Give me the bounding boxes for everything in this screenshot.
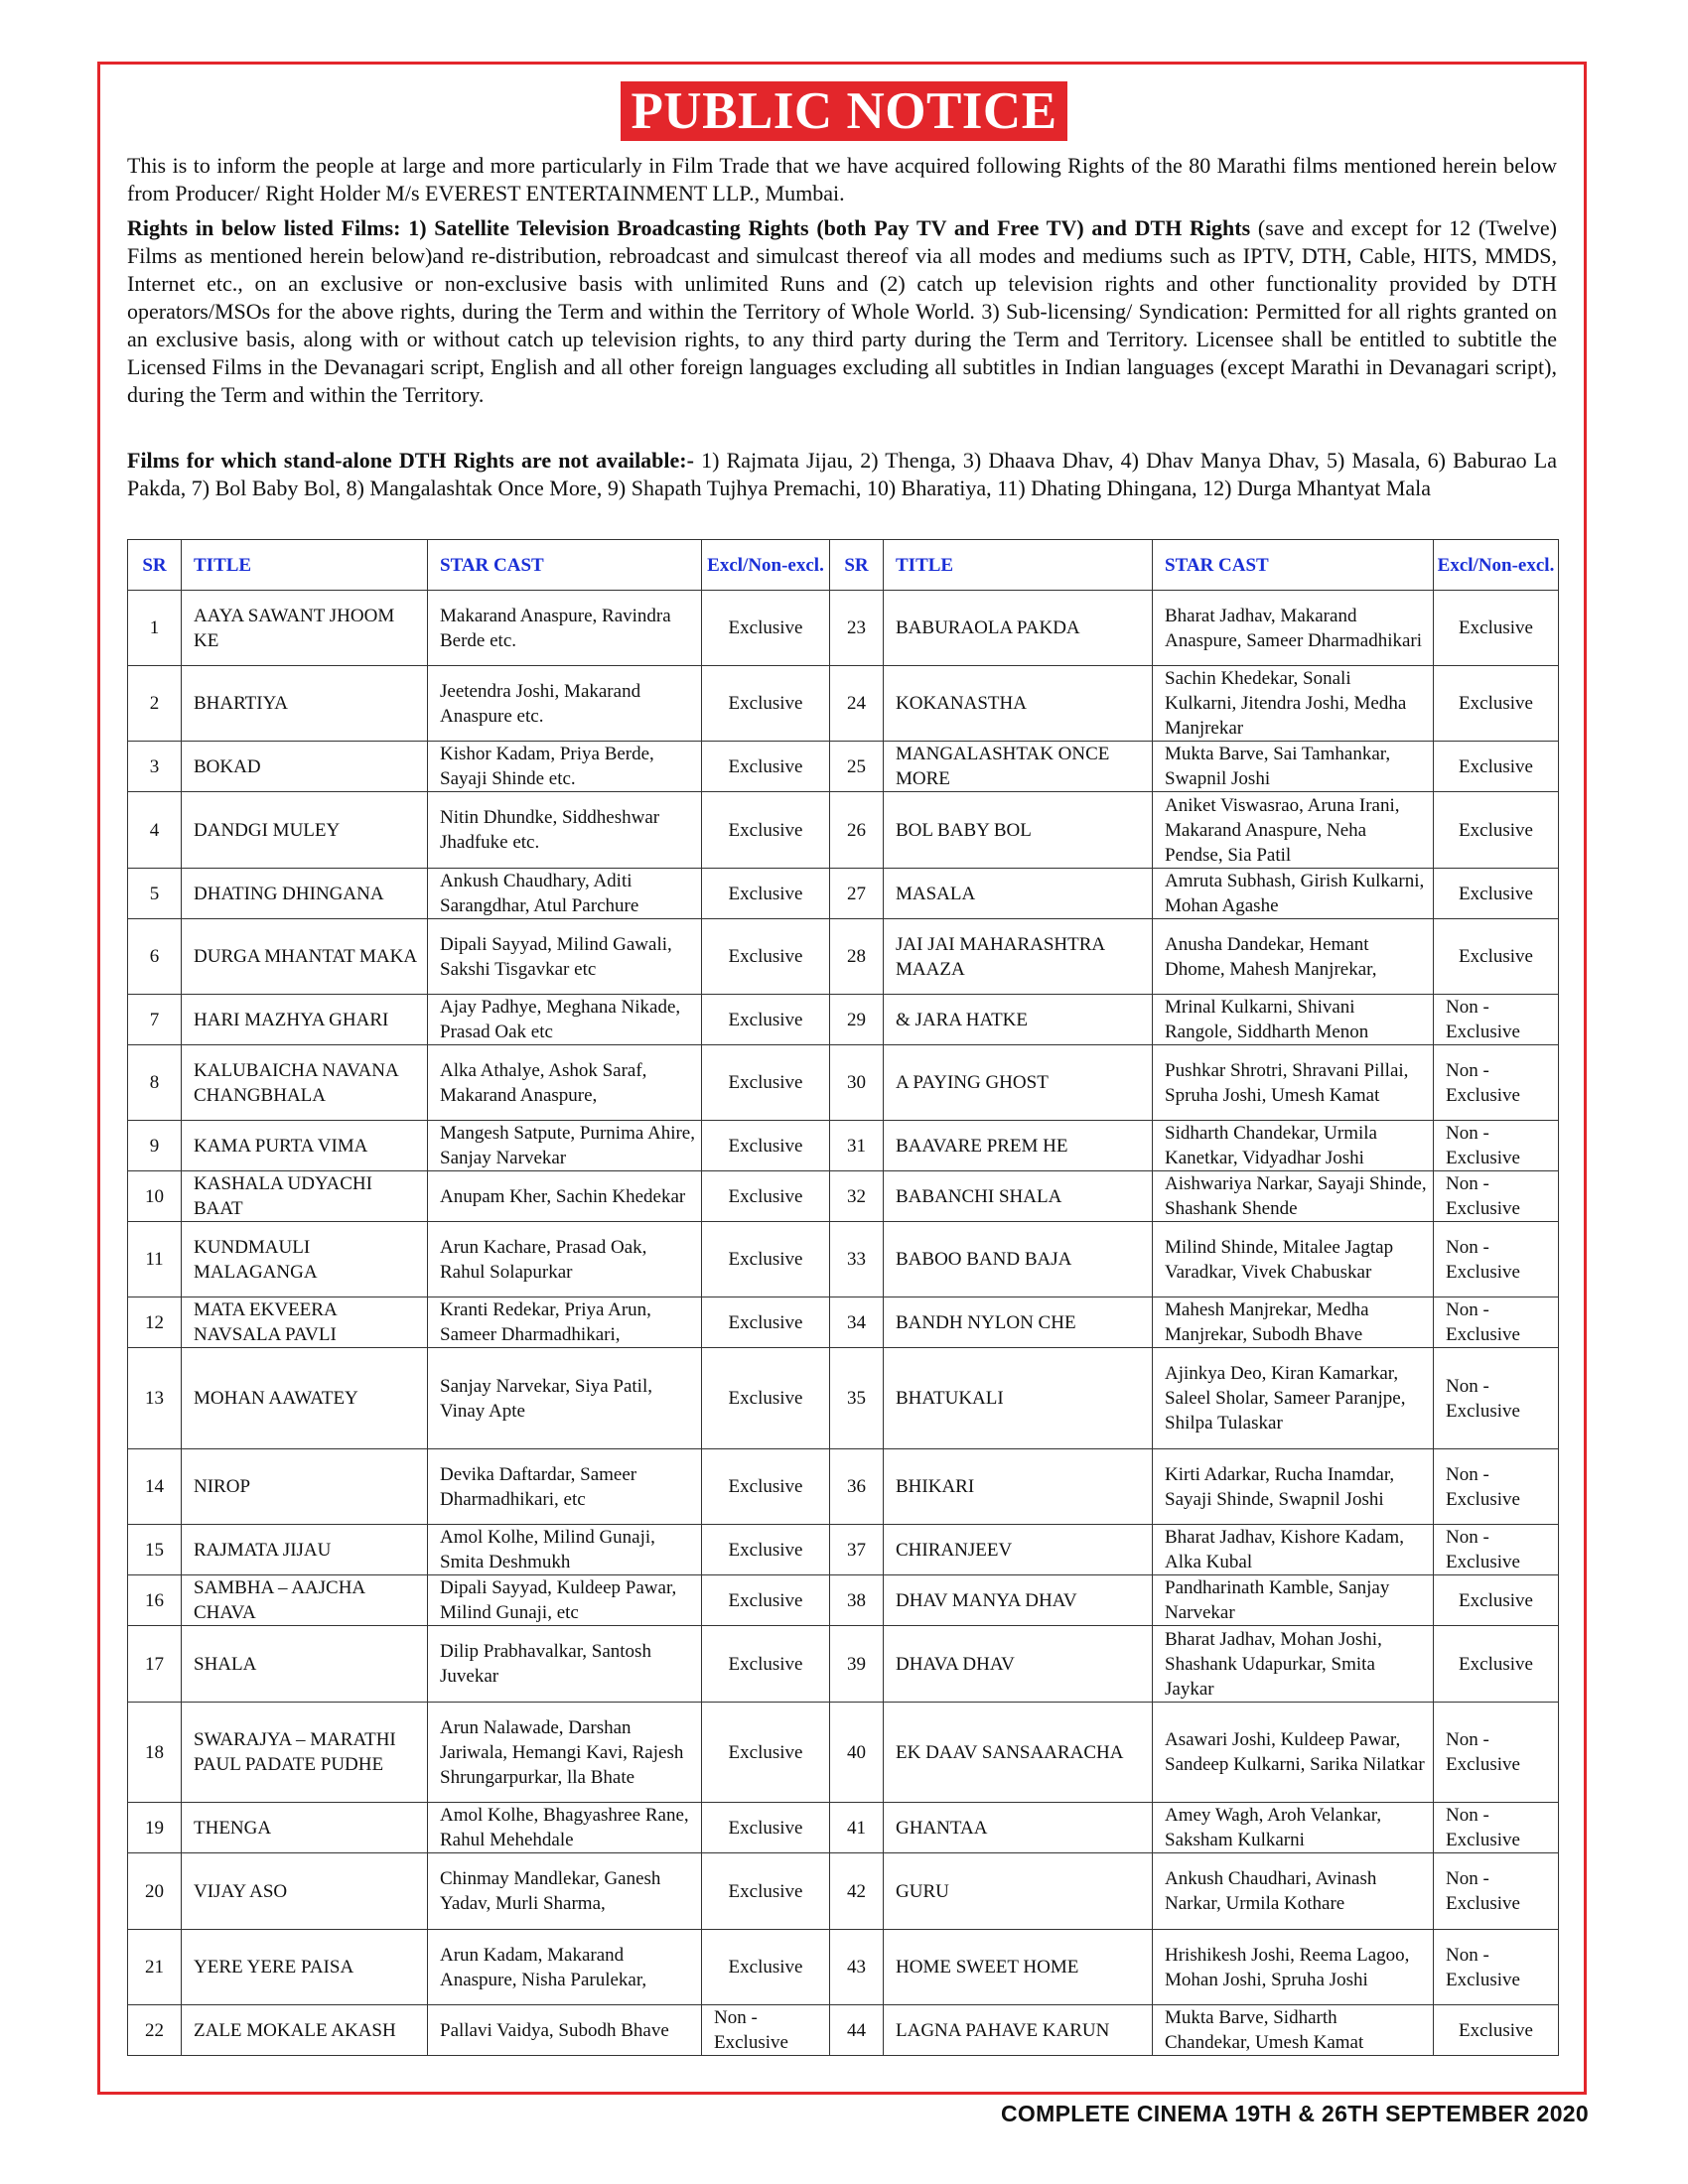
film-sr: 14: [128, 1449, 182, 1525]
film-title: ZALE MOKALE AKASH: [182, 2005, 428, 2056]
intro-paragraph: This is to inform the people at large and more particularly in Film Trade that we have acquired following Rights of the 80 Marathi films mentioned herein below from Producer/ Right Holder M/s EVEREST ENTERTAINMENT LLP., Mumbai.: [127, 153, 1557, 205]
film-sr: 32: [830, 1171, 884, 1222]
film-star-cast: Ankush Chaudhari, Avinash Narkar, Urmila Kothare: [1153, 1853, 1434, 1930]
rights-text: (save and except for 12 (Twelve) Films as mentioned herein below)and re-distribution, rebroadcast and simulcast thereof via all modes and mediums such as IPTV, DTH, Cable, HITS, MMDS, Internet etc., on an exclusive or non-exclusive basis with unlimited Runs and (2) catch up television rights and other functionality provided by DTH operators/MSOs for the above rights, during the Term and within the Territory of Whole World. 3) Sub-licensing/ Syndication: Permitted for all rights granted on an exclusive basis, along with or without catch up television rights, to any third party during the Term and Territory. Licensee shall be entitled to subtitle the Licensed Films in the Devanagari script, English and all other foreign languages excluding all subtitles in Indian languages (except Marathi in Devanagari script), during the Term and within the Territory.: [127, 215, 1557, 407]
film-title: BHATUKALI: [884, 1348, 1153, 1449]
film-exclusivity: Exclusive: [702, 1575, 830, 1626]
film-title: BABANCHI SHALA: [884, 1171, 1153, 1222]
film-star-cast: Anusha Dandekar, Hemant Dhome, Mahesh Manjrekar,: [1153, 919, 1434, 995]
film-exclusivity: Exclusive: [1434, 1575, 1559, 1626]
table-row: [128, 1853, 1559, 1930]
film-title: SAMBHA – AAJCHA CHAVA: [182, 1575, 428, 1626]
header-star-cast: STAR CAST: [1153, 540, 1434, 591]
film-exclusivity: Exclusive: [702, 1297, 830, 1348]
film-sr: 1: [128, 591, 182, 666]
film-exclusivity: Non - Exclusive: [1434, 1121, 1559, 1171]
film-exclusivity: Exclusive: [1434, 742, 1559, 792]
film-exclusivity: Exclusive: [702, 1930, 830, 2005]
film-exclusivity: Non - Exclusive: [1434, 1930, 1559, 2005]
film-sr: 21: [128, 1930, 182, 2005]
dth-paragraph: [127, 447, 1557, 502]
film-star-cast: Chinmay Mandlekar, Ganesh Yadav, Murli Sharma,: [428, 1853, 702, 1930]
film-title: MATA EKVEERA NAVSALA PAVLI: [182, 1297, 428, 1348]
film-sr: 38: [830, 1575, 884, 1626]
film-star-cast: Mukta Barve, Sai Tamhankar, Swapnil Joshi: [1153, 742, 1434, 792]
film-title: VIJAY ASO: [182, 1853, 428, 1930]
film-star-cast: Arun Nalawade, Darshan Jariwala, Hemangi Kavi, Rajesh Shrungarpurkar, lla Bhate: [428, 1703, 702, 1803]
film-exclusivity: Exclusive: [1434, 792, 1559, 869]
film-sr: 43: [830, 1930, 884, 2005]
film-title: AAYA SAWANT JHOOM KE: [182, 591, 428, 666]
film-sr: 33: [830, 1222, 884, 1297]
film-star-cast: Kranti Redekar, Priya Arun, Sameer Dharmadhikari,: [428, 1297, 702, 1348]
film-exclusivity: Exclusive: [702, 1803, 830, 1853]
film-sr: 11: [128, 1222, 182, 1297]
table-row: [128, 1348, 1559, 1449]
film-title: DHATING DHINGANA: [182, 869, 428, 919]
title-wrap: [0, 81, 1688, 141]
film-star-cast: Devika Daftardar, Sameer Dharmadhikari, etc: [428, 1449, 702, 1525]
film-sr: 12: [128, 1297, 182, 1348]
film-sr: 19: [128, 1803, 182, 1853]
film-title: MANGALASHTAK ONCE MORE: [884, 742, 1153, 792]
table-row: [128, 666, 1559, 742]
film-star-cast: Milind Shinde, Mitalee Jagtap Varadkar, Vivek Chabuskar: [1153, 1222, 1434, 1297]
film-exclusivity: Exclusive: [1434, 869, 1559, 919]
film-exclusivity: Non - Exclusive: [1434, 1222, 1559, 1297]
film-exclusivity: Non - Exclusive: [1434, 1045, 1559, 1121]
film-sr: 44: [830, 2005, 884, 2056]
film-exclusivity: Exclusive: [702, 1703, 830, 1803]
table-row: [128, 742, 1559, 792]
film-title: BAAVARE PREM HE: [884, 1121, 1153, 1171]
film-star-cast: Alka Athalye, Ashok Saraf, Makarand Anaspure,: [428, 1045, 702, 1121]
film-star-cast: Ajinkya Deo, Kiran Kamarkar, Saleel Sholar, Sameer Paranjpe, Shilpa Tulaskar: [1153, 1348, 1434, 1449]
film-exclusivity: Non - Exclusive: [702, 2005, 830, 2056]
film-title: YERE YERE PAISA: [182, 1930, 428, 2005]
film-title: BOL BABY BOL: [884, 792, 1153, 869]
film-exclusivity: Exclusive: [702, 1045, 830, 1121]
film-title: NIROP: [182, 1449, 428, 1525]
film-title: RAJMATA JIJAU: [182, 1525, 428, 1575]
film-exclusivity: Exclusive: [1434, 666, 1559, 742]
table-row: [128, 1703, 1559, 1803]
film-exclusivity: Non - Exclusive: [1434, 1348, 1559, 1449]
table-header-row: [128, 540, 1559, 591]
table-row: [128, 2005, 1559, 2056]
table-body: [128, 591, 1559, 2056]
film-title: KAMA PURTA VIMA: [182, 1121, 428, 1171]
film-title: SWARAJYA – MARATHI PAUL PADATE PUDHE: [182, 1703, 428, 1803]
film-exclusivity: Exclusive: [702, 919, 830, 995]
film-exclusivity: Exclusive: [702, 1348, 830, 1449]
film-sr: 39: [830, 1626, 884, 1703]
film-exclusivity: Non - Exclusive: [1434, 1525, 1559, 1575]
table-row: [128, 1121, 1559, 1171]
film-exclusivity: Exclusive: [702, 1449, 830, 1525]
film-star-cast: Pandharinath Kamble, Sanjay Narvekar: [1153, 1575, 1434, 1626]
film-star-cast: Hrishikesh Joshi, Reema Lagoo, Mohan Joshi, Spruha Joshi: [1153, 1930, 1434, 2005]
header-star-cast: STAR CAST: [428, 540, 702, 591]
film-star-cast: Jeetendra Joshi, Makarand Anaspure etc.: [428, 666, 702, 742]
dth-text: 1) Rajmata Jijau, 2) Thenga, 3) Dhaava Dhav, 4) Dhav Manya Dhav, 5) Masala, 6) Baburao La Pakda, 7) Bol Baby Bol, 8) Mangalashtak Once More, 9) Shapath Tujhya Premachi, 10) Bharatiya, 11) Dhating Dhingana, 12) Durga Mhantyat Mala: [127, 448, 1557, 500]
film-title: DHAVA DHAV: [884, 1626, 1153, 1703]
film-title: KUNDMAULI MALAGANGA: [182, 1222, 428, 1297]
film-exclusivity: Non - Exclusive: [1434, 1803, 1559, 1853]
publication-footer: COMPLETE CINEMA 19TH & 26TH SEPTEMBER 2020: [1001, 2101, 1589, 2126]
film-exclusivity: Exclusive: [1434, 591, 1559, 666]
table-row: [128, 869, 1559, 919]
film-title: HOME SWEET HOME: [884, 1930, 1153, 2005]
header-exclusivity: Excl/Non-excl.: [702, 540, 830, 591]
film-title: LAGNA PAHAVE KARUN: [884, 2005, 1153, 2056]
film-exclusivity: Exclusive: [1434, 2005, 1559, 2056]
table-row: [128, 1222, 1559, 1297]
film-exclusivity: Non - Exclusive: [1434, 1171, 1559, 1222]
film-star-cast: Sachin Khedekar, Sonali Kulkarni, Jitendra Joshi, Medha Manjrekar: [1153, 666, 1434, 742]
table-row: [128, 1930, 1559, 2005]
film-sr: 25: [830, 742, 884, 792]
film-exclusivity: Exclusive: [1434, 919, 1559, 995]
film-sr: 34: [830, 1297, 884, 1348]
table-row: [128, 995, 1559, 1045]
film-star-cast: Sidharth Chandekar, Urmila Kanetkar, Vidyadhar Joshi: [1153, 1121, 1434, 1171]
film-title: KOKANASTHA: [884, 666, 1153, 742]
film-star-cast: Kishor Kadam, Priya Berde, Sayaji Shinde etc.: [428, 742, 702, 792]
film-sr: 24: [830, 666, 884, 742]
film-star-cast: Arun Kachare, Prasad Oak, Rahul Solapurkar: [428, 1222, 702, 1297]
film-sr: 20: [128, 1853, 182, 1930]
film-title: GURU: [884, 1853, 1153, 1930]
film-sr: 31: [830, 1121, 884, 1171]
film-sr: 15: [128, 1525, 182, 1575]
dth-heading: Films for which stand-alone DTH Rights are not available:-: [127, 448, 694, 473]
table-row: [128, 1045, 1559, 1121]
film-sr: 4: [128, 792, 182, 869]
film-exclusivity: Non - Exclusive: [1434, 1853, 1559, 1930]
film-star-cast: Pushkar Shrotri, Shravani Pillai, Spruha Joshi, Umesh Kamat: [1153, 1045, 1434, 1121]
film-title: BABURAOLA PAKDA: [884, 591, 1153, 666]
film-star-cast: Nitin Dhundke, Siddheshwar Jhadfuke etc.: [428, 792, 702, 869]
film-exclusivity: Non - Exclusive: [1434, 1703, 1559, 1803]
film-star-cast: Bharat Jadhav, Makarand Anaspure, Sameer Dharmadhikari: [1153, 591, 1434, 666]
film-title: HARI MAZHYA GHARI: [182, 995, 428, 1045]
film-title: EK DAAV SANSAARACHA: [884, 1703, 1153, 1803]
film-star-cast: Ajay Padhye, Meghana Nikade, Prasad Oak etc: [428, 995, 702, 1045]
film-exclusivity: Exclusive: [702, 1222, 830, 1297]
film-title: DANDGI MULEY: [182, 792, 428, 869]
film-sr: 7: [128, 995, 182, 1045]
film-title: DURGA MHANTAT MAKA: [182, 919, 428, 995]
table-row: [128, 1171, 1559, 1222]
film-sr: 30: [830, 1045, 884, 1121]
table-row: [128, 1803, 1559, 1853]
film-exclusivity: Exclusive: [702, 666, 830, 742]
film-star-cast: Mangesh Satpute, Purnima Ahire, Sanjay Narvekar: [428, 1121, 702, 1171]
table-row: [128, 1525, 1559, 1575]
film-star-cast: Pallavi Vaidya, Subodh Bhave: [428, 2005, 702, 2056]
film-star-cast: Amruta Subhash, Girish Kulkarni, Mohan Agashe: [1153, 869, 1434, 919]
film-exclusivity: Exclusive: [702, 1121, 830, 1171]
film-title: MOHAN AAWATEY: [182, 1348, 428, 1449]
film-exclusivity: Exclusive: [702, 869, 830, 919]
film-title: DHAV MANYA DHAV: [884, 1575, 1153, 1626]
film-star-cast: Mrinal Kulkarni, Shivani Rangole, Siddharth Menon: [1153, 995, 1434, 1045]
film-title: BOKAD: [182, 742, 428, 792]
table-row: [128, 1449, 1559, 1525]
table-row: [128, 1626, 1559, 1703]
film-sr: 17: [128, 1626, 182, 1703]
film-exclusivity: Non - Exclusive: [1434, 995, 1559, 1045]
header-exclusivity: Excl/Non-excl.: [1434, 540, 1559, 591]
table-row: [128, 1575, 1559, 1626]
header-sr: SR: [128, 540, 182, 591]
rights-paragraph: [127, 214, 1557, 409]
table-row: [128, 919, 1559, 995]
header-title: TITLE: [182, 540, 428, 591]
film-star-cast: Dilip Prabhavalkar, Santosh Juvekar: [428, 1626, 702, 1703]
film-sr: 2: [128, 666, 182, 742]
film-title: THENGA: [182, 1803, 428, 1853]
film-exclusivity: Exclusive: [702, 1626, 830, 1703]
film-title: BABOO BAND BAJA: [884, 1222, 1153, 1297]
film-sr: 28: [830, 919, 884, 995]
film-star-cast: Amey Wagh, Aroh Velankar, Saksham Kulkarni: [1153, 1803, 1434, 1853]
film-star-cast: Kirti Adarkar, Rucha Inamdar, Sayaji Shinde, Swapnil Joshi: [1153, 1449, 1434, 1525]
film-star-cast: Bharat Jadhav, Kishore Kadam, Alka Kubal: [1153, 1525, 1434, 1575]
table-row: [128, 591, 1559, 666]
film-title: & JARA HATKE: [884, 995, 1153, 1045]
film-star-cast: Arun Kadam, Makarand Anaspure, Nisha Parulekar,: [428, 1930, 702, 2005]
film-sr: 26: [830, 792, 884, 869]
film-sr: 37: [830, 1525, 884, 1575]
table-row: [128, 1297, 1559, 1348]
film-star-cast: Ankush Chaudhary, Aditi Sarangdhar, Atul Parchure: [428, 869, 702, 919]
film-exclusivity: Exclusive: [1434, 1626, 1559, 1703]
film-sr: 13: [128, 1348, 182, 1449]
rights-heading: Rights in below listed Films: 1) Satellite Television Broadcasting Rights (both Pay TV and Free TV) and DTH Rights: [127, 215, 1251, 240]
film-sr: 23: [830, 591, 884, 666]
film-title: KASHALA UDYACHI BAAT: [182, 1171, 428, 1222]
film-title: BHIKARI: [884, 1449, 1153, 1525]
film-star-cast: Sanjay Narvekar, Siya Patil, Vinay Apte: [428, 1348, 702, 1449]
film-star-cast: Makarand Anaspure, Ravindra Berde etc.: [428, 591, 702, 666]
film-exclusivity: Exclusive: [702, 792, 830, 869]
film-sr: 10: [128, 1171, 182, 1222]
film-title: KALUBAICHA NAVANA CHANGBHALA: [182, 1045, 428, 1121]
film-star-cast: Aishwariya Narkar, Sayaji Shinde, Shashank Shende: [1153, 1171, 1434, 1222]
film-star-cast: Bharat Jadhav, Mohan Joshi, Shashank Udapurkar, Smita Jaykar: [1153, 1626, 1434, 1703]
header-title: TITLE: [884, 540, 1153, 591]
film-title: SHALA: [182, 1626, 428, 1703]
film-exclusivity: Non - Exclusive: [1434, 1297, 1559, 1348]
film-sr: 16: [128, 1575, 182, 1626]
header-sr: SR: [830, 540, 884, 591]
table-row: [128, 792, 1559, 869]
film-sr: 5: [128, 869, 182, 919]
film-star-cast: Anupam Kher, Sachin Khedekar: [428, 1171, 702, 1222]
film-title: GHANTAA: [884, 1803, 1153, 1853]
film-title: BHARTIYA: [182, 666, 428, 742]
film-star-cast: Amol Kolhe, Milind Gunaji, Smita Deshmukh: [428, 1525, 702, 1575]
film-exclusivity: Non - Exclusive: [1434, 1449, 1559, 1525]
film-title: BANDH NYLON CHE: [884, 1297, 1153, 1348]
film-exclusivity: Exclusive: [702, 742, 830, 792]
film-sr: 27: [830, 869, 884, 919]
films-table: [127, 539, 1559, 2056]
film-title: CHIRANJEEV: [884, 1525, 1153, 1575]
film-exclusivity: Exclusive: [702, 995, 830, 1045]
film-exclusivity: Exclusive: [702, 591, 830, 666]
film-star-cast: Mukta Barve, Sidharth Chandekar, Umesh Kamat: [1153, 2005, 1434, 2056]
film-title: A PAYING GHOST: [884, 1045, 1153, 1121]
notice-title: PUBLIC NOTICE: [621, 81, 1066, 141]
film-star-cast: Asawari Joshi, Kuldeep Pawar, Sandeep Kulkarni, Sarika Nilatkar: [1153, 1703, 1434, 1803]
film-sr: 36: [830, 1449, 884, 1525]
film-exclusivity: Exclusive: [702, 1853, 830, 1930]
film-star-cast: Dipali Sayyad, Milind Gawali, Sakshi Tisgavkar etc: [428, 919, 702, 995]
film-star-cast: Aniket Viswasrao, Aruna Irani, Makarand Anaspure, Neha Pendse, Sia Patil: [1153, 792, 1434, 869]
film-sr: 6: [128, 919, 182, 995]
film-sr: 35: [830, 1348, 884, 1449]
film-sr: 42: [830, 1853, 884, 1930]
film-sr: 41: [830, 1803, 884, 1853]
film-sr: 9: [128, 1121, 182, 1171]
film-exclusivity: Exclusive: [702, 1525, 830, 1575]
film-star-cast: Mahesh Manjrekar, Medha Manjrekar, Subodh Bhave: [1153, 1297, 1434, 1348]
film-sr: 3: [128, 742, 182, 792]
film-sr: 8: [128, 1045, 182, 1121]
film-star-cast: Amol Kolhe, Bhagyashree Rane, Rahul Mehehdale: [428, 1803, 702, 1853]
film-exclusivity: Exclusive: [702, 1171, 830, 1222]
film-star-cast: Dipali Sayyad, Kuldeep Pawar, Milind Gunaji, etc: [428, 1575, 702, 1626]
film-title: JAI JAI MAHARASHTRA MAAZA: [884, 919, 1153, 995]
film-title: MASALA: [884, 869, 1153, 919]
film-sr: 29: [830, 995, 884, 1045]
film-sr: 22: [128, 2005, 182, 2056]
film-sr: 18: [128, 1703, 182, 1803]
film-sr: 40: [830, 1703, 884, 1803]
